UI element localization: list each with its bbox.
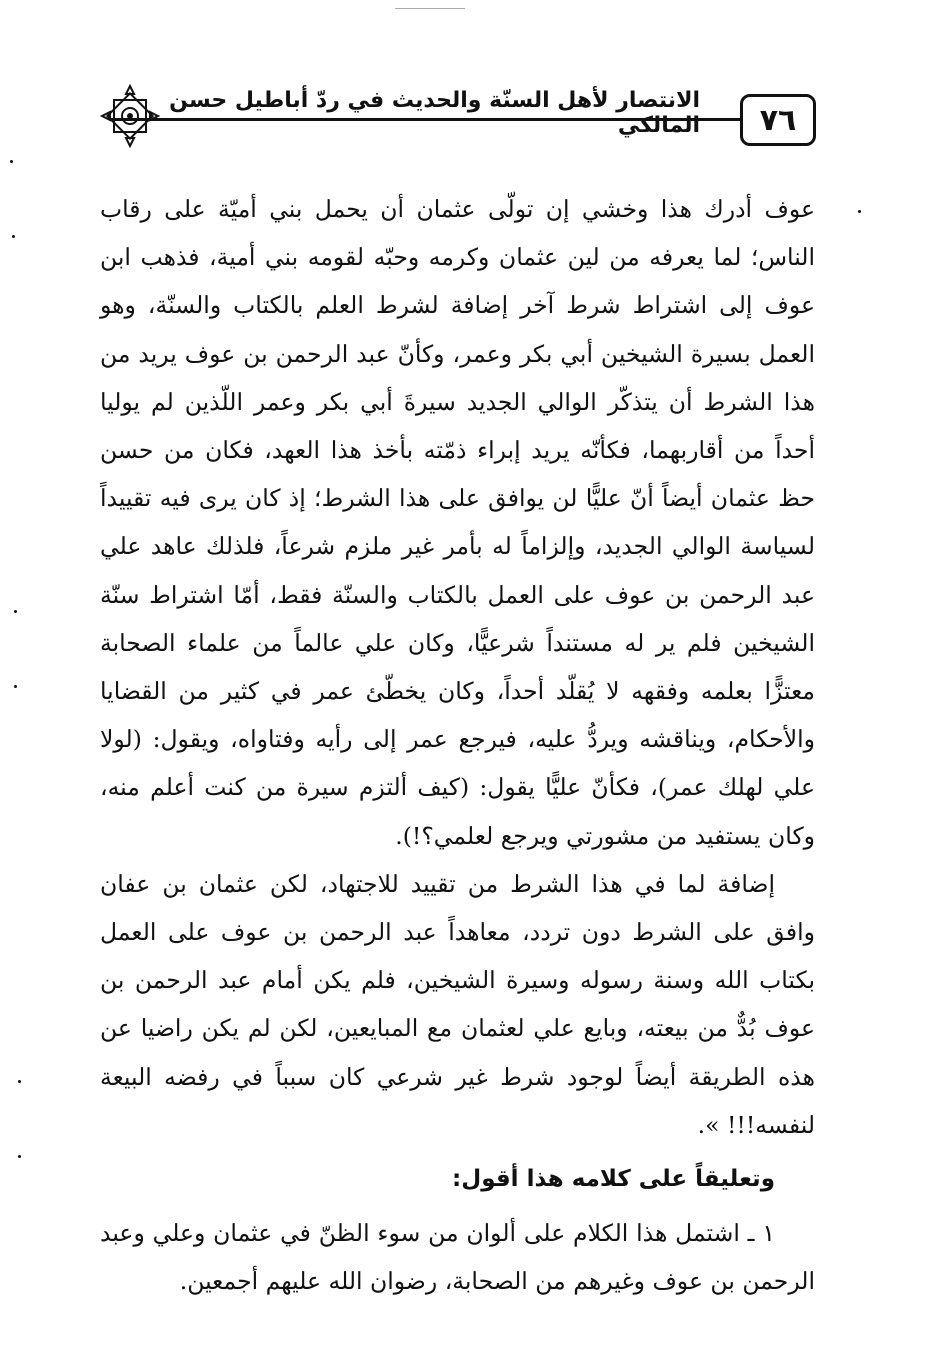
margin-dot [18,1080,21,1083]
margin-dot [14,610,17,613]
margin-dot [14,685,17,688]
page-header [100,82,840,152]
margin-dot [18,1155,21,1158]
header-title: الانتصار لأهل السنّة والحديث في ردّ أباطيل حسن المالكي [169,88,700,138]
paragraph-1: عوف أدرك هذا وخشي إن تولّى عثمان أن يحمل بني أميّة على رقاب الناس؛ لما يعرفه من لين عثمان وكرمه وحبّه لقومه بني أمية، فذهب ابن عوف إلى اشتراط شرط آخر إضافة لشرط العلم بالكتاب والسنّة، وهو العمل بسيرة الشيخين أبي بكر وعمر، وكأنّ عبد الرحمن بن عوف يريد من هذا الشرط أن يتذكّر الوالي الجديد سيرةَ أبي بكر وعمر اللّذين لم يوليا أحداً من أقاربهما، فكأنّه يريد إبراء ذمّته بأخذ هذا العهد، فكان من حسن حظ عثمان أيضاً أنّ عليًّا لن يوافق على هذا الشرط؛ إذ كان يرى فيه تقييداً لسياسة الوالي الجديد، وإلزاماً له بأمر غير ملزم شرعاً، فلذلك عاهد علي عبد الرحمن بن عوف على العمل بالكتاب والسنّة فقط، أمّا اشتراط سنّة الشيخين فلم ير له مستنداً شرعيًّا، وكان علي عالماً من علماء الصحابة معتزًّا بعلمه وفقهه لا يُقلّد أحداً، وكان يخطّئ عمر في كثير من القضايا والأحكام، ويناقشه ويردُّ عليه، فيرجع عمر إلى رأيه وفتاواه، ويقول: (لولا علي لهلك عمر)، فكأنّ عليًّا يقول: (كيف ألتزم سيرة من كنت أعلم منه، وكان يستفيد من مشورتي ويرجع لعلمي؟!). [100,195,815,850]
body-text [100,185,815,1306]
paragraph-3: ١ ـ اشتمل هذا الكلام على ألوان من سوء الظنّ في عثمان وعلي وعبد الرحمن بن عوف وغيرهم من الصحابة، رضوان الله عليهم أجمعين. [100,1219,815,1296]
margin-dot [10,160,13,163]
page-number: ٧٦ [740,94,816,146]
header-rule [110,118,810,121]
paragraph-2: إضافة لما في هذا الشرط من تقييد للاجتهاد، لكن عثمان بن عفان وافق على الشرط دون تردد، معاهداً عبد الرحمن بن عوف على العمل بكتاب الله وسنة رسوله وسيرة الشيخين، فلم يكن أمام عبد الرحمن بن عوف بُدٌّ من بيعته، وبايع علي لعثمان مع المبايعين، لكن لم يكن راضيا عن هذه الطريقة أيضاً لوجود شرط غير شرعي كان سبباً في رفضه البيعة لنفسه!!! ». [100,869,815,1139]
top-edge-mark [395,8,465,9]
margin-dot [12,235,15,238]
section-heading: وتعليقاً على كلامه هذا أقول: [452,1166,775,1193]
margin-dot [858,210,861,213]
